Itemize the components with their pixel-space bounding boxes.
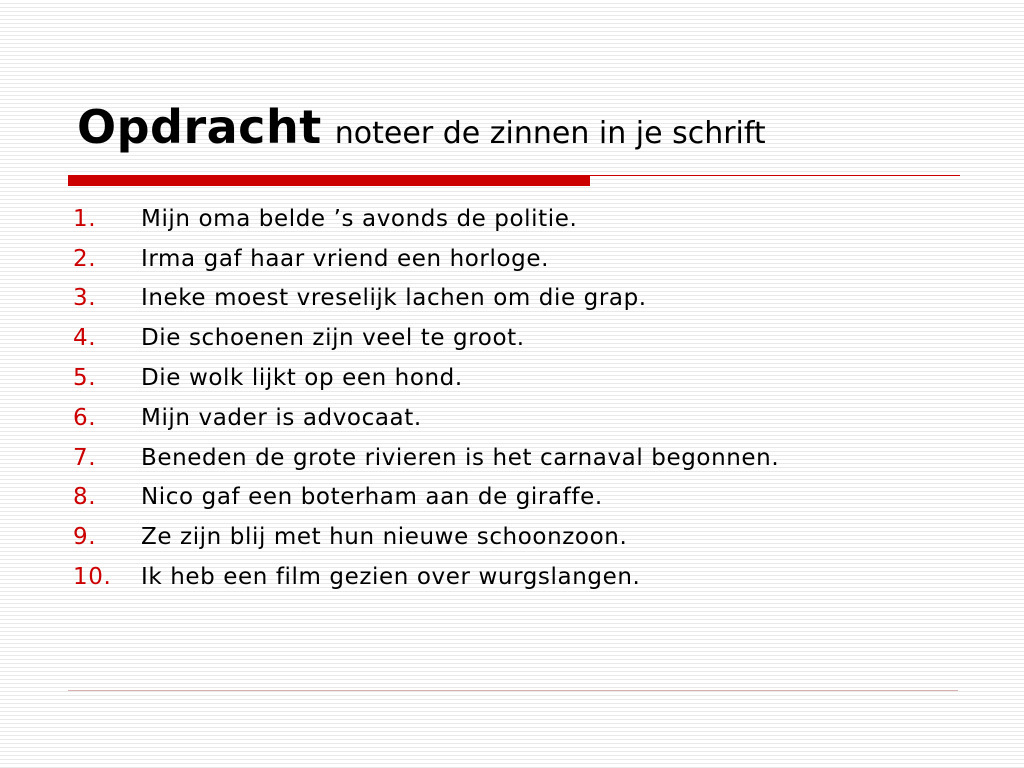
list-item-number: 7. bbox=[73, 444, 97, 471]
list-item-text: Nico gaf een boterham aan de giraffe. bbox=[141, 484, 603, 511]
list-item bbox=[70, 438, 779, 478]
list-item-text: Die schoenen zijn veel te groot. bbox=[141, 325, 525, 352]
list-item-number: 1. bbox=[73, 205, 97, 232]
title-underline-thick bbox=[68, 175, 590, 186]
list-item-text: Mijn vader is advocaat. bbox=[141, 404, 422, 431]
title-subtitle: noteer de zinnen in je schrift bbox=[334, 116, 766, 151]
list-item-text: Ineke moest vreselijk lachen om die grap. bbox=[141, 285, 647, 312]
footer-divider bbox=[68, 690, 958, 691]
slide-title bbox=[77, 100, 766, 154]
list-item-text: Irma gaf haar vriend een horloge. bbox=[141, 245, 549, 272]
list-item-text: Beneden de grote rivieren is het carnaval begonnen. bbox=[141, 444, 780, 471]
list-item-number: 9. bbox=[73, 524, 97, 551]
title-underline-thin bbox=[590, 175, 960, 176]
list-item bbox=[70, 478, 779, 518]
list-item-text: Die wolk lijkt op een hond. bbox=[141, 365, 463, 392]
list-item bbox=[70, 517, 779, 557]
list-item-number: 3. bbox=[73, 285, 97, 312]
list-item-number: 8. bbox=[73, 484, 97, 511]
list-item bbox=[70, 318, 779, 358]
list-item-number: 4. bbox=[73, 325, 97, 352]
list-item-number: 5. bbox=[73, 365, 97, 392]
list-item bbox=[70, 358, 779, 398]
list-item bbox=[70, 239, 779, 279]
list-item-number: 2. bbox=[73, 245, 97, 272]
list-item bbox=[70, 199, 779, 239]
list-item-text: Mijn oma belde ’s avonds de politie. bbox=[141, 205, 578, 232]
list-item-number: 10. bbox=[73, 564, 112, 591]
list-item bbox=[70, 279, 779, 319]
list-item bbox=[70, 557, 779, 597]
title-main: Opdracht bbox=[77, 100, 322, 154]
sentence-list bbox=[70, 199, 779, 597]
list-item-number: 6. bbox=[73, 404, 97, 431]
list-item-text: Ik heb een film gezien over wurgslangen. bbox=[141, 564, 641, 591]
list-item bbox=[70, 398, 779, 438]
list-item-text: Ze zijn blij met hun nieuwe schoonzoon. bbox=[141, 524, 628, 551]
